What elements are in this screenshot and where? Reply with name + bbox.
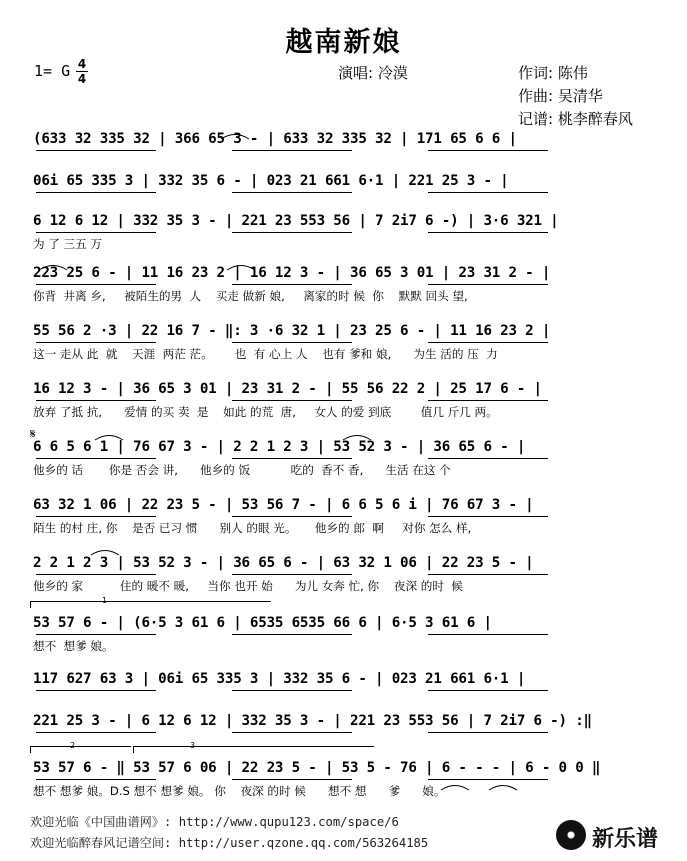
logo-text: 新乐谱 (592, 827, 659, 852)
footer-line-2: 欢迎光临醉春风记谱空间: http://user.qzone.qq.com/563264185 (30, 836, 429, 850)
beam-underline (232, 516, 352, 517)
beam-underline (428, 779, 548, 780)
time-signature (76, 58, 88, 85)
notation-row: 63 32 1 06 | 22 23 5 - | 53 56 7 - | 6 6 5 6 i | 76 67 3 - | (33, 497, 534, 513)
slur-arc (488, 783, 518, 791)
beam-underline (428, 634, 548, 635)
slur-arc (220, 132, 250, 140)
lyrics-row: 想不 想爹 娘。D.S 想不 想爹 娘。 你 夜深 的时 候 想不 想 爹 娘。 (33, 784, 446, 798)
slur-arc (38, 263, 68, 271)
beam-underline (428, 342, 548, 343)
slur-arc (440, 783, 470, 791)
lyrics-row: 这一 走从 此 就 天涯 两茫 茫。 也 有 心上 人 也有 爹和 娘, 为生 活的 压 力 (33, 347, 498, 361)
beam-underline (36, 516, 156, 517)
time-signature-top: 4 (77, 57, 87, 71)
beam-underline (232, 574, 352, 575)
notation-row: 53 57 6 - | (6·5 3 61 6 | 6535 6535 66 6 | 6·5 3 61 6 | (33, 615, 492, 631)
volta-3-bracket (133, 746, 374, 753)
beam-underline (36, 192, 156, 193)
beam-underline (36, 284, 156, 285)
beam-underline (36, 342, 156, 343)
lyrics-row: 你背 井离 乡, 被陌生的男 人 买走 做新 娘, 离家的时 候 你 默默 回头 望, (33, 289, 468, 303)
notation-row: 53 57 6 - ‖ 53 57 6 06 | 22 23 5 - | 53 5 - 76 | 6 - - - | 6 - 0 0 ‖ (33, 760, 601, 776)
slur-arc (90, 548, 120, 556)
slur-arc (94, 433, 124, 441)
beam-underline (428, 150, 548, 151)
beam-underline (232, 400, 352, 401)
beam-underline (36, 690, 156, 691)
beam-underline (36, 574, 156, 575)
volta-2-number: 2 (70, 741, 76, 750)
notation-row: 06i 65 335 3 | 332 35 6 - | 023 21 661 6·1 | 221 25 3 - | (33, 173, 509, 189)
vinyl-disc-icon (556, 820, 586, 850)
beam-underline (428, 232, 548, 233)
beam-underline (36, 634, 156, 635)
beam-underline (428, 690, 548, 691)
key-signature: 1= G (34, 62, 71, 80)
beam-underline (232, 732, 352, 733)
notation-row: 117 627 63 3 | 06i 65 335 3 | 332 35 6 - | 023 21 661 6·1 | (33, 671, 526, 687)
beam-underline (428, 284, 548, 285)
notation-row: 6 6 5 6 1 | 76 67 3 - | 2 2 1 2 3 | 53 52 3 - | 36 65 6 - | (33, 439, 526, 455)
volta-1-number: 1 (102, 596, 108, 605)
beam-underline (232, 232, 352, 233)
beam-underline (232, 150, 352, 151)
site-logo (556, 820, 681, 852)
slur-arc (226, 263, 256, 271)
lyrics-row: 想不 想爹 娘。 (33, 639, 114, 653)
volta-1-bracket (30, 601, 271, 608)
lyrics-row: 为 了 三五 万 (33, 237, 103, 251)
beam-underline (428, 732, 548, 733)
beam-underline (36, 779, 156, 780)
beam-underline (428, 192, 548, 193)
lyricist-credit: 作词: 陈伟 (518, 64, 588, 82)
beam-underline (36, 150, 156, 151)
beam-underline (232, 690, 352, 691)
beam-underline (36, 400, 156, 401)
volta-3-number: 3 (190, 741, 196, 750)
beam-underline (232, 342, 352, 343)
notation-row: (633 32 335 32 | 366 65 3 - | 633 32 335 32 | 171 65 6 6 | (33, 131, 517, 147)
slur-arc (342, 433, 372, 441)
notation-row: 2 2 1 2 3 | 53 52 3 - | 36 65 6 - | 63 32 1 06 | 22 23 5 - | (33, 555, 534, 571)
segno-sign: 𝄋 (30, 427, 36, 442)
lyrics-row: 他乡的 话 你是 否会 讲, 他乡的 饭 吃的 香不 香, 生活 在这 个 (33, 463, 451, 477)
beam-underline (428, 458, 548, 459)
beam-underline (232, 779, 352, 780)
beam-underline (36, 732, 156, 733)
beam-underline (428, 400, 548, 401)
notation-row: 223 25 6 - | 11 16 23 2 | 16 12 3 - | 36 65 3 01 | 23 31 2 - | (33, 265, 551, 281)
beam-underline (232, 458, 352, 459)
notation-row: 221 25 3 - | 6 12 6 12 | 332 35 3 - | 221 23 553 56 | 7 2i7 6 -) :‖ (33, 713, 592, 729)
footer-line-1: 欢迎光临《中国曲谱网》: http://www.qupu123.com/space/6 (30, 815, 399, 829)
singer-credit: 演唱: 冷漠 (338, 64, 408, 82)
notation-row: 6 12 6 12 | 332 35 3 - | 221 23 553 56 | 7 2i7 6 -) | 3·6 321 | (33, 213, 559, 229)
beam-underline (428, 574, 548, 575)
composer-credit: 作曲: 吴清华 (518, 87, 603, 105)
beam-underline (36, 458, 156, 459)
beam-underline (232, 634, 352, 635)
time-signature-bottom: 4 (77, 72, 87, 86)
transcriber-credit: 记谱: 桃李醉春风 (518, 110, 633, 128)
notation-row: 16 12 3 - | 36 65 3 01 | 23 31 2 - | 55 56 22 2 | 25 17 6 - | (33, 381, 542, 397)
notation-row: 55 56 2 ·3 | 22 16 7 - ‖: 3 ·6 32 1 | 23 25 6 - | 11 16 23 2 | (33, 323, 551, 339)
volta-2-bracket (30, 746, 131, 753)
lyrics-row: 陌生 的村 庄, 你 是否 已习 惯 别人 的眼 光。 他乡的 郎 啊 对你 怎么 样, (33, 521, 472, 535)
song-title: 越南新娘 (285, 27, 402, 58)
lyrics-row: 他乡的 家 住的 暖不 暖, 当你 也开 始 为儿 女奔 忙, 你 夜深 的时 候 (33, 579, 463, 593)
beam-underline (232, 192, 352, 193)
beam-underline (36, 232, 156, 233)
lyrics-row: 放弃 了抵 抗, 爱情 的买 卖 是 如此 的荒 唐, 女人 的爱 到底 值几 斤几 两。 (33, 405, 498, 419)
beam-underline (428, 516, 548, 517)
beam-underline (232, 284, 352, 285)
